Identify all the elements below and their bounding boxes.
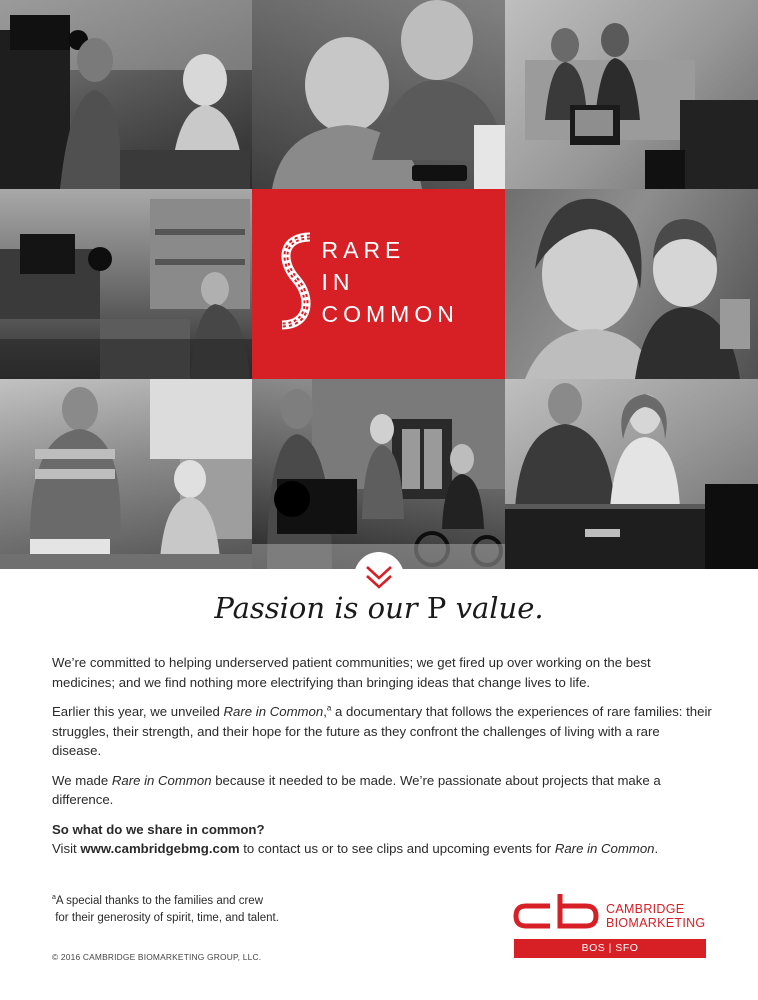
paragraph-commitment: We’re committed to helping underserved patient communities; we get fired up over working on the best medicines; and we find nothing more electrifying than bringing ideas that change lives to life. (52, 655, 651, 690)
company-name-line-1: CAMBRIDGE (606, 902, 685, 916)
photo-mother-and-son-laughing (505, 189, 758, 379)
logo-line-common: COMMON (321, 301, 459, 327)
question-heading: So what do we share in common? (52, 821, 265, 837)
copyright: © 2016 CAMBRIDGE BIOMARKETING GROUP, LLC. (52, 952, 262, 962)
footnote-line-2 (52, 910, 352, 927)
headline-after: value. (446, 591, 544, 625)
footnote (52, 893, 352, 926)
photo-couple-interview (505, 0, 758, 189)
headline-p-value: P (426, 591, 447, 625)
visit-text-b: to contact us or to see clips and upcoming events for (239, 841, 555, 856)
visit-text-c: . (654, 841, 659, 856)
company-name (606, 902, 705, 930)
body-copy (52, 653, 712, 869)
documentary-title: Rare in Common (111, 772, 212, 788)
para3-text-a: We made (52, 772, 112, 788)
photo-man-in-room-with-camera (0, 189, 252, 379)
footnote-line-1 (52, 893, 352, 910)
company-name-line-2: BIOMARKETING (606, 916, 706, 930)
para2-text-a: Earlier this year, we unveiled (52, 704, 224, 719)
paragraph-visit (52, 839, 712, 859)
headline (0, 591, 758, 625)
paragraph-purpose (52, 771, 712, 810)
documentary-title: Rare in Common (554, 841, 655, 856)
photo-camera-crew-girl (0, 0, 252, 189)
photo-couple-at-table (505, 379, 758, 569)
footnote-text-1: A special thanks to the families and crew (55, 895, 264, 907)
cb-monogram-icon (512, 892, 600, 932)
website-link[interactable]: www.cambridgebmg.com (80, 841, 240, 856)
photo-school-entrance-wheelchair (252, 379, 505, 569)
footnote-text-2: for their generosity of spirit, time, and talent. (55, 911, 279, 924)
footnote-sup: a (52, 894, 56, 902)
paragraph-documentary: Earlier this year, we unveiled Rare in Common,$^a$ a documentary that follows the experiences of rare families: their struggles, their strength, and their hope for the future as they confront the challenges of living with a rare disease. (52, 703, 712, 758)
cambridge-biomarketing-logo (512, 892, 708, 964)
para3-text-b: because it needed to be made. We’re passionate about projects that make a difference. (52, 772, 661, 807)
photo-father-and-daughter-playing (0, 379, 252, 569)
logo-line-rare: RARE (321, 237, 406, 263)
film-reel-s-icon (274, 231, 318, 331)
headline-before: Passion is our (214, 591, 427, 625)
visit-text-a: Visit (52, 841, 81, 856)
photo-boys-with-phone (252, 0, 505, 189)
documentary-title: Rare in Common (223, 704, 324, 719)
locations-bar: BOS | SFO (514, 939, 706, 958)
footnote-marker: a (326, 703, 332, 713)
rare-in-common-wordmark (274, 229, 484, 339)
para2-text-b: a documentary that follows the experiences of rare families: their struggles, their strength, and their hope for the future as they confront the challenges of living with a rare disease. (52, 704, 712, 758)
logo-line-in: IN (321, 269, 355, 295)
rare-in-common-logo (252, 189, 505, 379)
